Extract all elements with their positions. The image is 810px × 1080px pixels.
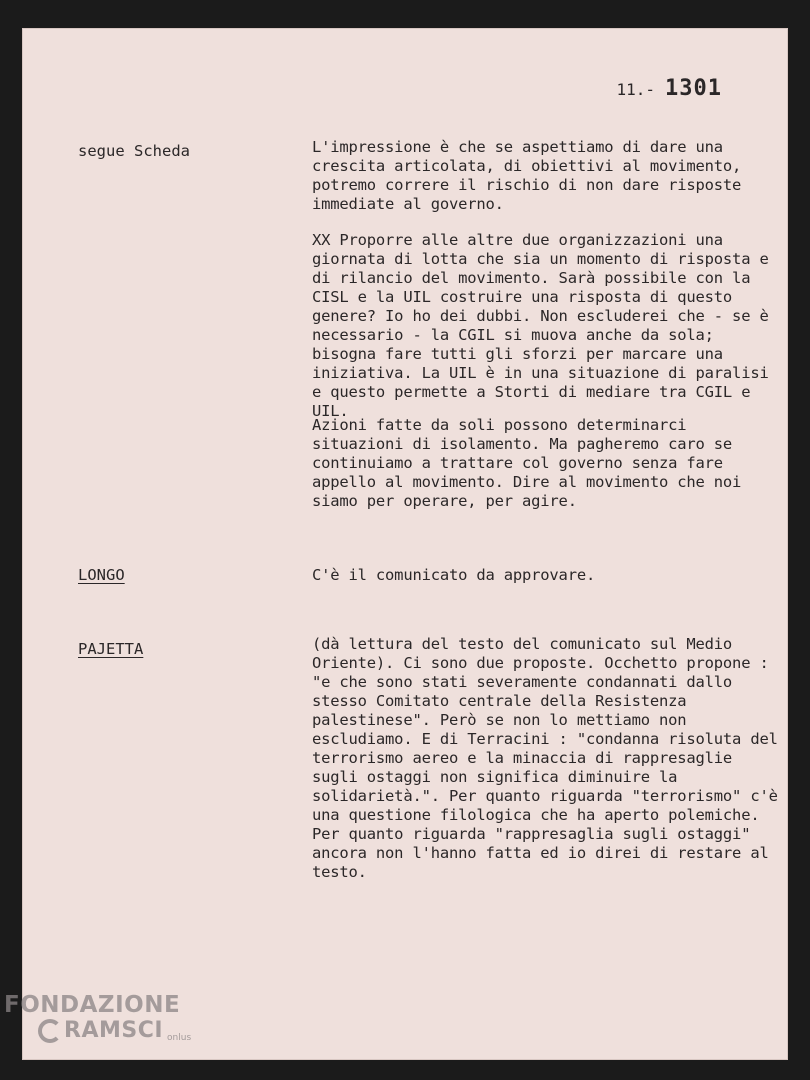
page-number-main: 1301 — [665, 76, 722, 101]
gramsci-g-icon — [38, 1019, 62, 1043]
paragraph-pajetta: (dà lettura del testo del comunicato sul Medio Oriente). Ci sono due proposte. Occhetto propone : "e che sono stati severamente condannati dallo stesso Comitato centrale della Resistenza palestinese". Però se non lo mettiamo non escludiamo. E di Terracini : "condanna risoluta del terrorismo aereo e la minaccia di rappresaglie sugli ostaggi non significa diminuire la solidarietà.". Per quanto riguarda "terrorismo" c'è una questione filologica che ha aperto polemiche. Per quanto riguarda "rappresaglia sugli ostaggi" ancora non l'hanno fatta ed io direi di restare al testo. — [312, 635, 778, 881]
paragraph-1: L'impressione è che se aspettiamo di dare una crescita articolata, di obiettivi al movimento, potremo correre il rischio di non dare risposte immediate al governo. — [312, 138, 742, 213]
page-number — [616, 76, 722, 101]
speaker-label-longo: LONGO — [78, 566, 125, 584]
document-page — [22, 28, 788, 1060]
speaker-label-pajetta: PAJETTA — [78, 640, 144, 658]
paragraph-2: XX Proporre alle altre due organizzazioni una giornata di lotta che sia un momento di risposta e di rilancio del movimento. Sarà possibile con la CISL e la UIL costruire una risposta di questo genere? Io ho dei dubbi. Non escluderei che - se è necessario - la CGIL si muova anche da sola; bisogna fare tutti gli sforzi per marcare una iniziativa. La UIL è in una situazione di paralisi e questo permette a Storti di mediare tra CGIL e UIL. — [312, 231, 769, 420]
speaker-label-segue-scheda: segue Scheda — [78, 142, 190, 160]
fondazione-gramsci-watermark — [4, 992, 192, 1043]
paragraph-3: Azioni fatte da soli possono determinarci situazioni di isolamento. Ma pagheremo caro se continuiamo a trattare col governo senza fare appello al movimento. Dire al movimento che noi siamo per operare, per agire. — [312, 416, 742, 510]
watermark-onlus: onlus — [167, 1033, 192, 1043]
watermark-line2: RAMSCI — [64, 1018, 164, 1043]
page-number-prefix: 11.- — [616, 80, 656, 99]
watermark-line1: FONDAZIONE — [4, 992, 181, 1018]
paragraph-longo: C'è il comunicato da approvare. — [312, 566, 596, 584]
